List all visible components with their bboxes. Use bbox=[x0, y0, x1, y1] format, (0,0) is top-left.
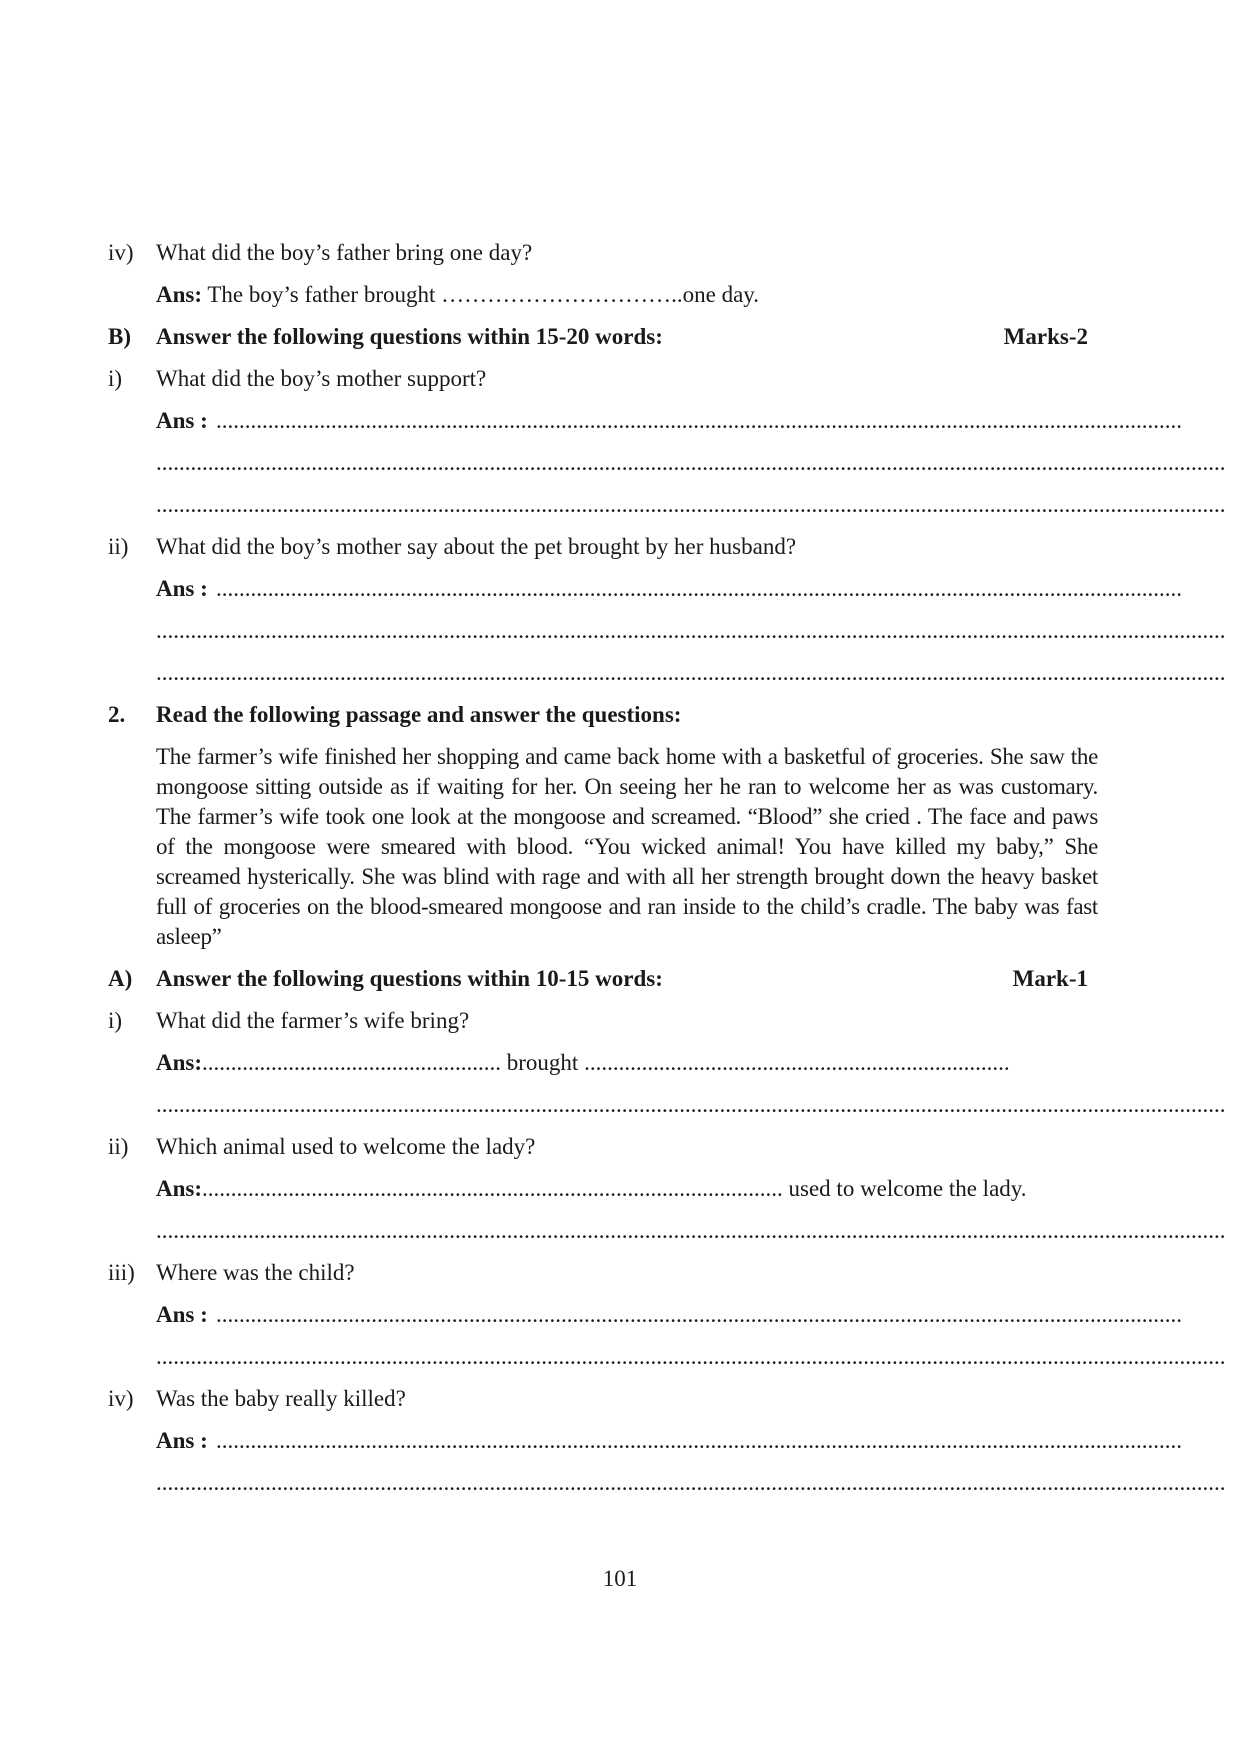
question-number: i) bbox=[108, 366, 123, 391]
answer-label: Ans : bbox=[156, 1302, 208, 1327]
answer-label: Ans: bbox=[156, 282, 203, 307]
dotted-line: ........................................................................................................................................................................ bbox=[216, 1302, 1182, 1327]
answer-label: Ans: bbox=[156, 1176, 203, 1201]
dotted-line: .......................................................................................................................................................................................... bbox=[156, 1344, 1226, 1369]
dotted-line: .......................................................................................................................................................................................... bbox=[156, 1092, 1226, 1117]
question-text: What did the boy’s mother support? bbox=[156, 366, 487, 391]
dotted-line: .......................................................................................................................................................................................... bbox=[156, 1218, 1226, 1243]
question-number: iii) bbox=[108, 1260, 135, 1285]
section-marks: Mark-1 bbox=[1012, 966, 1088, 991]
dotted-line: .......................................................................................................................................................................................... bbox=[156, 450, 1226, 475]
answer-fill-text: used to welcome the lady. bbox=[782, 1176, 1027, 1201]
dotted-line: .......................................................................... bbox=[584, 1050, 1010, 1075]
answer-label: Ans : bbox=[156, 576, 208, 601]
section-marks: Marks-2 bbox=[1003, 324, 1088, 349]
section-number: B) bbox=[108, 324, 131, 349]
dotted-line: .......................................................................................................................................................................................... bbox=[156, 660, 1226, 685]
answer-label: Ans : bbox=[156, 408, 208, 433]
reading-passage: The farmer’s wife finished her shopping and came back home with a basketful of groceries. She saw the mongoose sitting outside as if waiting for her. On seeing her he ran to welcome her as was customary. The farmer’s wife took one look at the mongoose and screamed. “Blood” she cried . The face and paws of the mongoose were smeared with blood. “You wicked animal! You have killed my baby,” She screamed hysterically. She was blind with rage and with all her strength brought down the heavy basket full of groceries on the blood-smeared mongoose and ran inside to the child’s cradle. The baby was fast asleep” bbox=[156, 744, 1098, 949]
dotted-line: ........................................................................................................................................................................ bbox=[216, 408, 1182, 433]
question-number: ii) bbox=[108, 534, 129, 559]
dotted-line: .......................................................................................................................................................................................... bbox=[156, 492, 1226, 517]
question-text: What did the farmer’s wife bring? bbox=[156, 1008, 470, 1033]
dotted-line: .................................................... bbox=[202, 1050, 507, 1075]
dotted-line: .......................................................................................................................................................................................... bbox=[156, 1470, 1226, 1495]
dotted-line: ..................................................................................................... bbox=[202, 1176, 783, 1201]
question-number: iv) bbox=[108, 240, 134, 265]
question-number: 2. bbox=[108, 702, 126, 727]
section-number: A) bbox=[108, 966, 133, 991]
section-instruction: Answer the following questions within 10-15 words: bbox=[156, 966, 663, 991]
answer-fill-text: brought bbox=[506, 1050, 585, 1075]
dotted-line: ........................................................................................................................................................................ bbox=[216, 576, 1182, 601]
question-text: Was the baby really killed? bbox=[156, 1386, 406, 1411]
question-number: ii) bbox=[108, 1134, 129, 1159]
question-text: Which animal used to welcome the lady? bbox=[156, 1134, 536, 1159]
question-instruction: Read the following passage and answer the questions: bbox=[156, 702, 682, 727]
question-text: What did the boy’s mother say about the pet brought by her husband? bbox=[156, 534, 797, 559]
answer-fill-text: The boy’s father brought …………………………..one day. bbox=[202, 282, 760, 307]
section-instruction: Answer the following questions within 15-20 words: bbox=[156, 324, 663, 349]
dotted-line: ........................................................................................................................................................................ bbox=[216, 1428, 1182, 1453]
page-number: 101 bbox=[602, 1566, 638, 1591]
dotted-line: .......................................................................................................................................................................................... bbox=[156, 618, 1226, 643]
answer-label: Ans: bbox=[156, 1050, 203, 1075]
question-text: What did the boy’s father bring one day? bbox=[156, 240, 533, 265]
question-number: iv) bbox=[108, 1386, 134, 1411]
answer-label: Ans : bbox=[156, 1428, 208, 1453]
question-text: Where was the child? bbox=[156, 1260, 355, 1285]
question-number: i) bbox=[108, 1008, 123, 1033]
